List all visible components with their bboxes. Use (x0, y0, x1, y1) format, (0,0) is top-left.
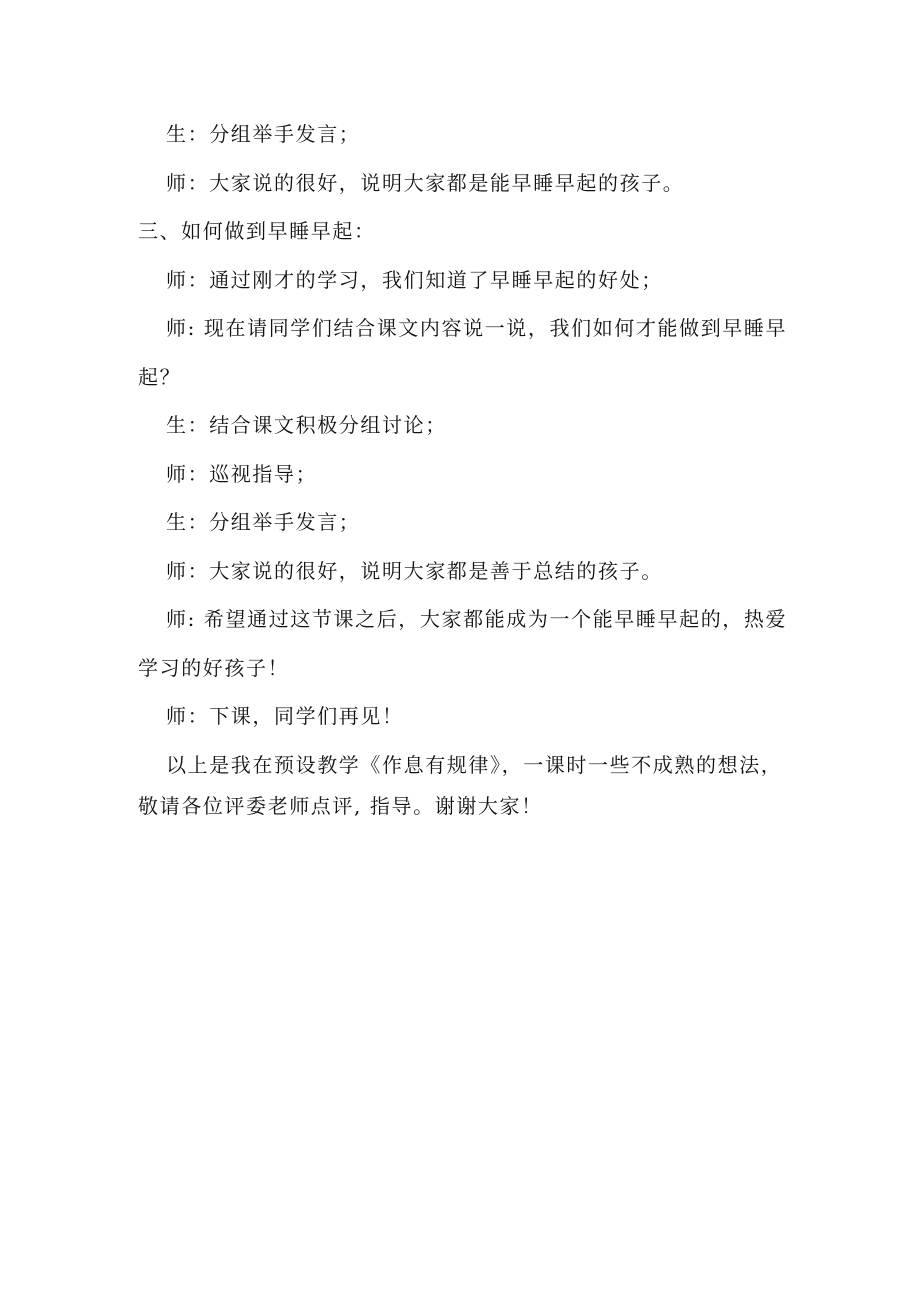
paragraph-teacher-hope: 师: 希望通过这节课之后，大家都能成为一个能早睡早起的，热爱学习的好孩子！ (138, 607, 788, 680)
paragraph-teacher-question: 师: 现在请同学们结合课文内容说一说，我们如何才能做到早睡早起？ (138, 316, 788, 389)
section-heading: 三、如何做到早睡早起： (138, 219, 376, 243)
paragraph-teacher-summary: 师：通过刚才的学习，我们知道了早睡早起的好处； (166, 267, 663, 292)
paragraph-student-speak: 生：分组举手发言； (166, 122, 361, 146)
paragraph-teacher-guide: 师：巡视指导； (166, 461, 318, 486)
paragraph-teacher-praise-2: 师：大家说的很好，说明大家都是善于总结的孩子。 (166, 558, 663, 583)
paragraph-student-discuss: 生：结合课文积极分组讨论； (166, 413, 447, 437)
paragraph-teacher-praise: 师：大家说的很好，说明大家都是能早睡早起的孩子。 (166, 170, 685, 195)
paragraph-student-speak-2: 生：分组举手发言； (166, 510, 361, 534)
document-body (138, 110, 788, 827)
paragraph-teacher-dismiss: 师：下课，同学们再见！ (166, 704, 404, 728)
paragraph-closing: 以上是我在预设教学《作息有规律》，一课时一些不成熟的想法，敬请各位评委老师点评, 指导。谢谢大家！ (138, 752, 783, 818)
